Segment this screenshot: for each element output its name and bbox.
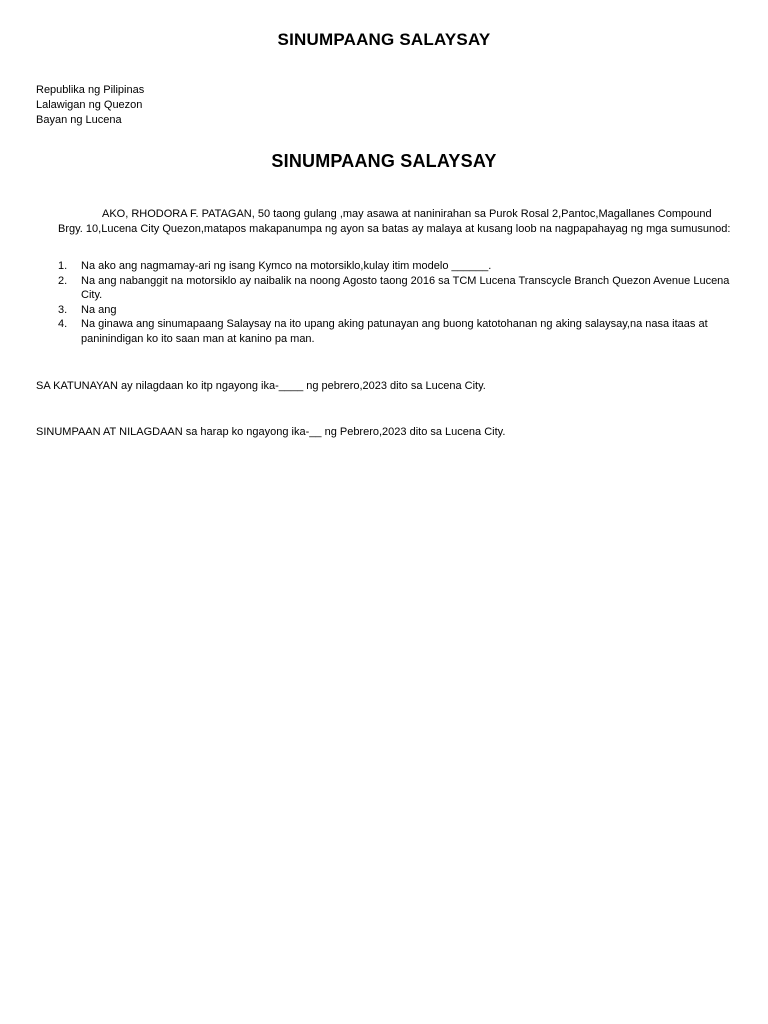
intro-paragraph-text: AKO, RHODORA F. PATAGAN, 50 taong gulang ,may asawa at naninirahan sa Purok Rosal 2,Pantoc,Magallanes Compound Brgy. 10,Lucena City Quezon,matapos makapanumpa ng ayon sa batas ay malaya at kusang loob na nagpapahayag ng mga sumusunod:: [58, 208, 731, 235]
list-item-text: Na ako ang nagmamay-ari ng isang Kymco na motorsiklo,kulay itim modelo ______.: [81, 260, 492, 272]
list-item: [58, 303, 738, 318]
list-item: [58, 317, 738, 346]
list-item-text: Na ang nabanggit na motorsiklo ay naibalik na noong Agosto taong 2016 sa TCM Lucena Transcycle Branch Quezon Avenue Lucena City.: [81, 274, 730, 301]
list-item: [58, 259, 738, 274]
intro-paragraph: [58, 207, 738, 236]
list-item-number: 3.: [58, 303, 68, 316]
jurisdiction-header: [36, 83, 144, 128]
header-municipality: Bayan ng Lucena: [36, 114, 122, 126]
list-item-number: 1.: [58, 260, 68, 272]
document-title-main: SINUMPAANG SALAYSAY: [271, 151, 497, 171]
list-item-text: Na ginawa ang sinumapaang Salaysay na ito upang aking patunayan ang buong katotohanan ng aking salaysay,na nasa itaas at paninindigan ko ito saan man at kanino pa man.: [81, 318, 708, 345]
header-province: Lalawigan ng Quezon: [36, 99, 143, 111]
jurat-statement: SINUMPAAN AT NILAGDAAN sa harap ko ngayong ika-__ ng Pebrero,2023 dito sa Lucena City.: [36, 426, 506, 438]
list-item: [58, 274, 738, 303]
list-item-number: 4.: [58, 318, 68, 330]
list-item-text: Na ang: [81, 303, 117, 316]
header-country: Republika ng Pilipinas: [36, 84, 145, 96]
statement-list: [58, 259, 738, 346]
list-item-number: 2.: [58, 274, 68, 287]
attestation-statement: SA KATUNAYAN ay nilagdaan ko itp ngayong ika-____ ng pebrero,2023 dito sa Lucena City.: [36, 380, 486, 392]
document-title-top: SINUMPAANG SALAYSAY: [277, 30, 491, 49]
